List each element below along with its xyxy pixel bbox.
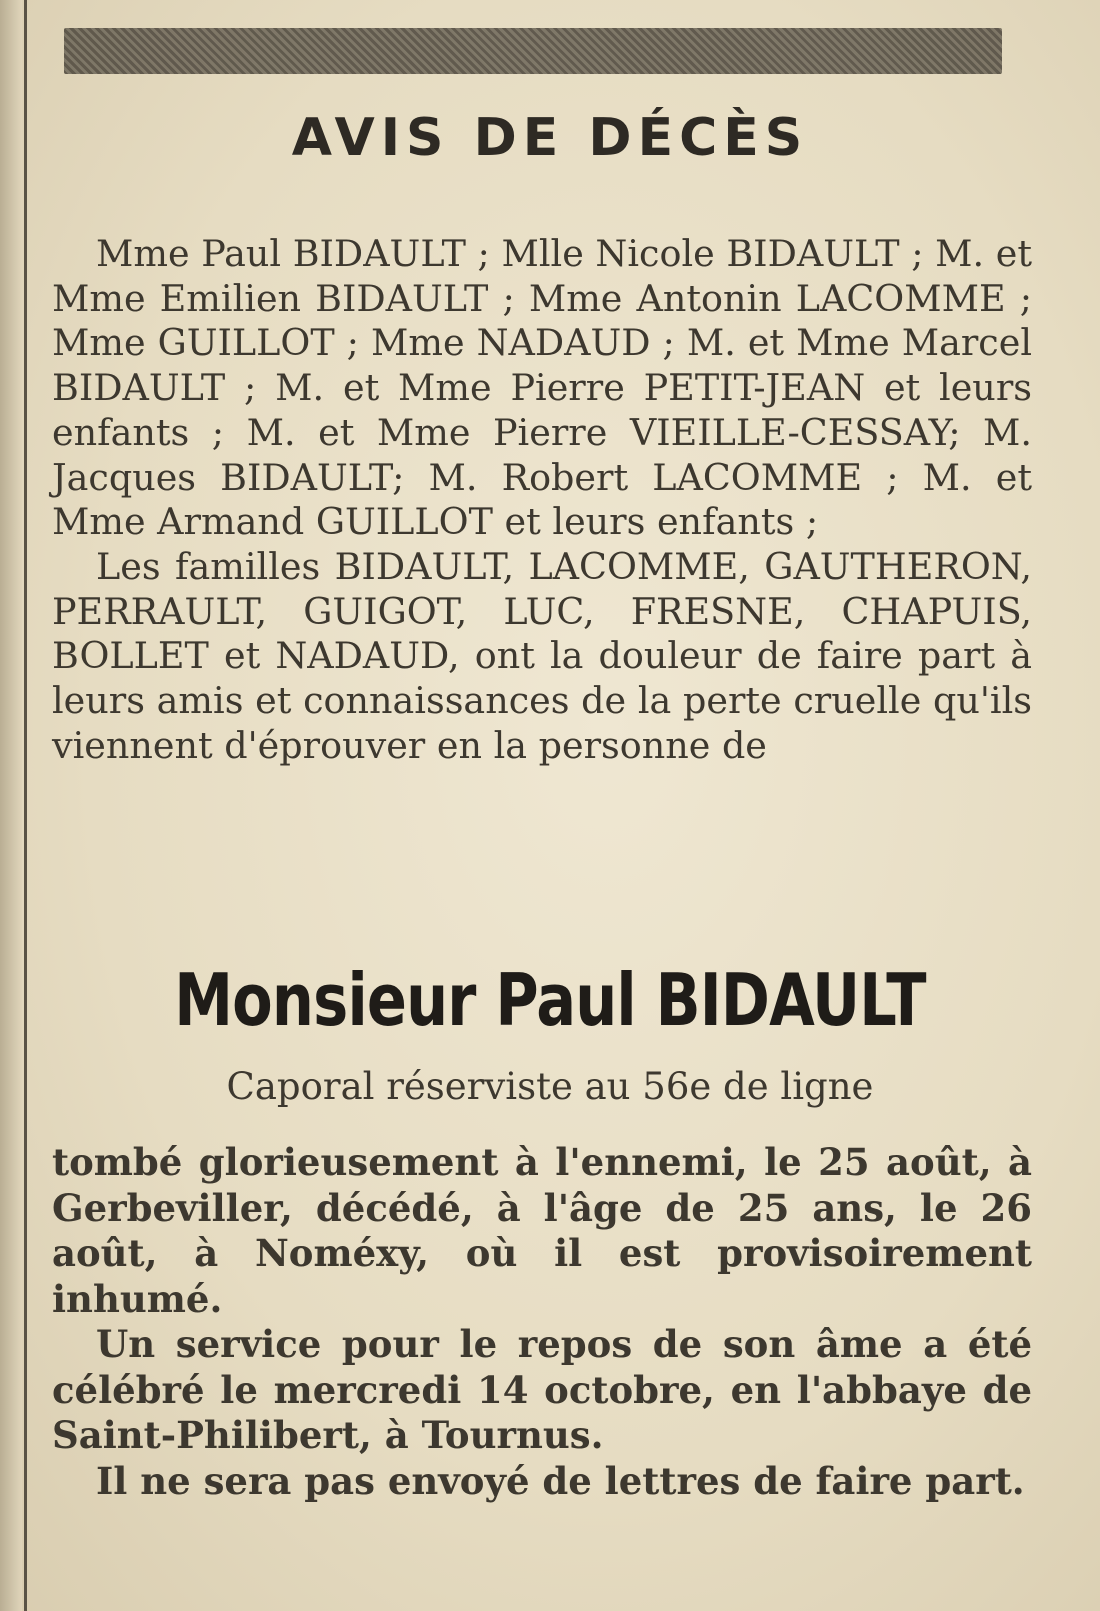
column-rule xyxy=(24,0,27,1611)
mourners-block xyxy=(52,232,1032,768)
header-band xyxy=(64,28,1002,74)
service-paragraph: Un service pour le repos de son âme a été célébré le mercredi 14 octobre, en l'abbaye de Saint-Philibert, à Tournus. xyxy=(52,1322,1032,1457)
mourners-paragraph: Mme Paul BIDAULT ; Mlle Nicole BIDAULT ; M. et Mme Emilien BIDAULT ; Mme Antonin LACOMME ; Mme GUILLOT ; Mme NADAUD ; M. et Mme Marcel BIDAULT ; M. et Mme Pierre PETIT-JEAN et leurs enfants ; M. et Mme Pierre VIEILLE-CESSAY; M. Jacques BIDAULT; M. Robert LACOMME ; M. et Mme Armand GUILLOT et leurs enfants ; xyxy=(52,232,1032,544)
death-paragraph: tombé glorieusement à l'ennemi, le 25 août, à Gerbeviller, décédé, à l'âge de 25 ans, le 26 août, à Noméxy, où il est provisoirement inhumé. xyxy=(52,1140,1032,1321)
families-paragraph: Les familles BIDAULT, LACOMME, GAUTHERON, PERRAULT, GUIGOT, LUC, FRESNE, CHAPUIS, BOLLET et NADAUD, ont la douleur de faire part à leurs amis et connaissances de la perte cruelle qu'ils viennent d'éprouver en la personne de xyxy=(52,544,1032,767)
closing-paragraph: Il ne sera pas envoyé de lettres de faire part. xyxy=(96,1458,1025,1503)
details-block xyxy=(52,1140,1032,1504)
deceased-rank: Caporal réserviste au 56e de ligne xyxy=(226,1065,874,1108)
notice-heading: AVIS DE DÉCÈS xyxy=(291,108,809,168)
deceased-name: Monsieur Paul BIDAULT xyxy=(174,958,926,1042)
page-edge-shadow xyxy=(0,0,22,1611)
